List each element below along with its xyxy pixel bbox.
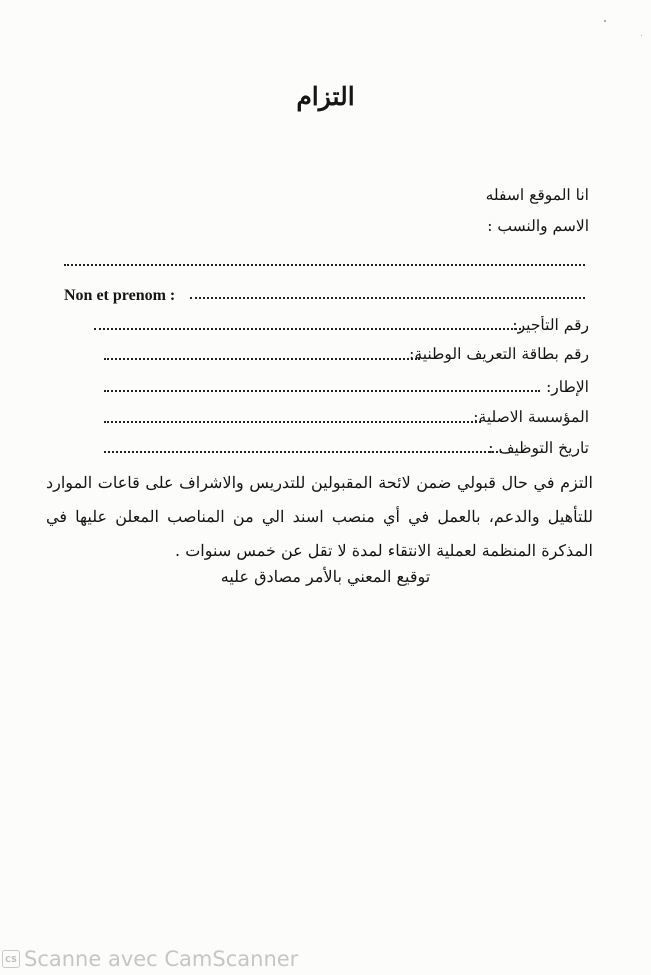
signature-line: توقيع المعني بالأمر مصادق عليه	[220, 567, 431, 586]
document-title: التزام	[296, 82, 355, 111]
scan-speck	[604, 20, 606, 22]
camscanner-text: Scanne avec CamScanner	[24, 947, 299, 971]
field-label-national-id: رقم بطاقة التعريف الوطنية:	[409, 345, 589, 363]
name-label: الاسم والنسب :	[487, 217, 589, 235]
field-dotted-line	[104, 358, 420, 360]
latin-name-label: Non et prenom :	[64, 287, 176, 304]
field-label-registration-number: رقم التأجير:	[512, 316, 589, 334]
camscanner-watermark	[2, 947, 332, 971]
field-label-grade: الإطار:	[546, 378, 589, 396]
field-label-hiring-date: تاريخ التوظيف :	[488, 439, 589, 457]
field-label-original-institution: المؤسسة الاصلية:	[473, 408, 589, 426]
commitment-paragraph: التزم في حال قبولي ضمن لائحة المقبولين للتدريس والاشراف على قاعات الموارد للتأهيل والدعم، بالعمل في أي منصب اسند الي من المناصب المعلن عليها في المذكرة المنظمة لعملية الانتقاء لمدة لا تقل عن خمس سنوات .	[46, 473, 593, 560]
latin-name-dotted-line	[190, 297, 585, 299]
name-dotted-line	[64, 264, 585, 266]
scan-speck	[641, 35, 642, 36]
field-dotted-line	[104, 390, 540, 392]
field-dotted-line	[94, 328, 521, 330]
camscanner-logo-icon: CS	[2, 950, 20, 968]
intro-text: انا الموقع اسفله	[485, 186, 589, 204]
field-dotted-line	[104, 421, 481, 423]
field-dotted-line	[104, 451, 502, 453]
